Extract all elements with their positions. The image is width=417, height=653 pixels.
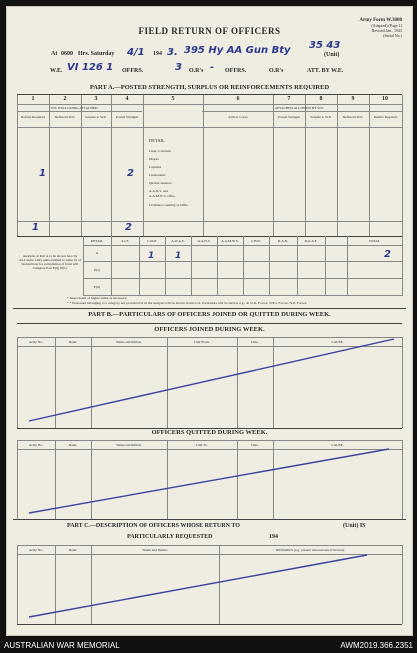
analysis-heading: A.W.A.S.	[171, 239, 185, 243]
header-offrs-label-2: OFFRS.	[225, 68, 247, 74]
analysis-heading: A.I.F.	[121, 239, 129, 243]
footer-accession: AWM2019.366.2351	[340, 641, 413, 650]
part-c-col-heading: REMARKS (e.g. present whereabouts if known).	[275, 548, 345, 552]
analysis-heading: CIVIL	[251, 239, 261, 243]
part-c-strike-line	[29, 555, 367, 617]
part-a-total-col1: 1	[32, 222, 39, 233]
quitted-col-heading: Name and Initials.	[116, 443, 142, 447]
quitted-col-heading: Rank.	[68, 443, 78, 447]
analysis-heading: R.A.A.F.	[304, 239, 318, 243]
column-number: 6	[236, 96, 240, 102]
header-ors-label: O.R's	[189, 68, 204, 74]
part-a-sub-heading: Surplus to W.E.	[85, 115, 107, 119]
column-number: 1	[31, 96, 35, 102]
rank-label: Quarter-masters	[149, 181, 172, 185]
form-title: FIELD RETURN OF OFFICERS	[138, 26, 281, 36]
header-we-hand: VI 126 1	[67, 62, 114, 73]
part-a-heading: PART A.—POSTED STRENGTH, SURPLUS OR REINFORCEMENTS REQUIRED	[89, 84, 330, 91]
analysis-heading: TOTAL	[368, 239, 381, 243]
analysis-row-label: E(i)	[94, 268, 100, 272]
header-at: At	[51, 51, 58, 57]
part-c-heading-year: 194	[269, 534, 278, 540]
analysis-aif-hand: 1	[148, 251, 155, 261]
column-number: 7	[287, 96, 291, 102]
joined-col-heading: Rank.	[68, 340, 78, 344]
part-c-col-heading: Name and Initials	[142, 548, 168, 552]
part-c-heading-1: PART C.—DESCRIPTION OF OFFICERS WHOSE RETURN TO	[67, 523, 240, 529]
header-unit-label: (Unit)	[324, 52, 340, 58]
analysis-heading: DETAIL	[90, 239, 104, 243]
part-a-total-col4: 2	[125, 222, 132, 233]
form-number-text: Army Form W.3008	[359, 18, 402, 23]
column-number: 9	[351, 96, 355, 102]
quitted-col-heading: Date.	[251, 443, 259, 447]
header-hrs-sat: Hrs. Saturday	[78, 51, 115, 57]
column-number: 8	[319, 96, 323, 102]
rank-label: Lieutenants	[149, 173, 166, 177]
form-sub-1: (Adapted) (Page 1)	[371, 23, 402, 28]
joined-col-heading: Date.	[251, 340, 259, 344]
joined-heading: OFFICERS JOINED DURING WEEK.	[154, 326, 265, 333]
part-a-col4-hand: 2	[127, 168, 134, 179]
part-a-group-left: W.E. EXCLUDING ATTACHED.	[50, 106, 99, 110]
quitted-col-heading: CAUSE.	[331, 443, 344, 447]
form-page	[6, 6, 413, 636]
part-c-heading-unit: (Unit) IS	[343, 523, 366, 529]
part-a-sub-heading: Deficient W.E.	[342, 115, 364, 119]
rank-label: Captains	[149, 165, 162, 169]
rank-label: A.A.M.W.S. Offrs.	[149, 194, 176, 198]
form-sub-2: Revised Jan., 1943	[371, 28, 402, 33]
analysis-cmf-hand: 1	[175, 251, 182, 261]
header-serial-hand: 35 43	[309, 40, 341, 51]
quitted-col-heading: Army No.	[28, 443, 44, 447]
header-offrs-label: OFFRS.	[122, 68, 144, 74]
header-year-prefix: 194	[153, 51, 162, 57]
analysis-heading: R.A.N.	[277, 239, 288, 243]
quitted-heading: OFFICERS QUITTED DURING WEEK.	[151, 429, 268, 436]
footer-credit: AUSTRALIAN WAR MEMORIAL	[4, 641, 120, 650]
joined-col-heading: Name and Initials.	[116, 340, 142, 344]
part-c-heading-2: PARTICULARLY REQUESTED	[127, 534, 213, 540]
part-a-sub-heading: Deficient W.E.	[54, 115, 76, 119]
joined-strike-line	[29, 339, 394, 421]
analysis-row-label: A	[95, 251, 99, 255]
header-we-label: W.E.	[50, 68, 63, 74]
part-a-sub-heading: Posted Strength	[277, 115, 301, 119]
rank-label: Majors	[149, 157, 159, 161]
analysis-row-label: E(ii)	[93, 285, 101, 289]
part-c-col-heading: Army No.	[28, 548, 44, 552]
column-number: 3	[94, 96, 98, 102]
column-number: 10	[382, 96, 388, 102]
analysis-heading: A.A.M.W.S.	[221, 239, 239, 243]
header-year-hand: 3.	[167, 47, 178, 58]
analysis-total-hand: 2	[384, 249, 391, 260]
part-a-sub-heading: Reinfts Required	[21, 115, 45, 119]
part-a-analysis-note: Analysis of Part A to be shown here by ALL units. Only units entitled to same by of instructions for compilation of form will complete Part E(ii) E(ii).	[19, 254, 81, 270]
part-a-note-1: * Insert detail of higher ranks as necessary.	[67, 296, 128, 300]
header-unit-hand: 395 Hy AA Gun Bty	[184, 45, 291, 56]
joined-col-heading: Unit From.	[194, 340, 210, 344]
part-a-group-right: ATTACHED ALLOWED BY W.E.	[274, 106, 325, 110]
rank-label: A.A.N.S. and	[149, 189, 168, 193]
header-ors-hand: -	[210, 62, 215, 73]
part-b-heading: PART B.—PARTICULARS OF OFFICERS JOINED OR QUITTED DURING WEEK.	[88, 311, 331, 318]
header-att-label: ATT. BY W.E.	[307, 68, 344, 74]
column-number: 4	[125, 96, 129, 102]
column-number: 2	[63, 96, 67, 102]
rank-label: Civilians Counting as Offrs.	[149, 203, 189, 207]
part-a-sub-heading: Surplus to W.E.	[310, 115, 332, 119]
part-a-col1-hand: 1	[39, 168, 46, 179]
part-c-col-heading: Rank.	[68, 548, 78, 552]
joined-col-heading: Army No.	[28, 340, 44, 344]
quitted-col-heading: Unit To.	[196, 443, 208, 447]
strike-lines	[7, 7, 412, 635]
header-offrs-hand: 3	[175, 62, 182, 73]
analysis-heading: A.A.N.S.	[197, 239, 211, 243]
part-a-sub-heading: Posted Strength	[115, 115, 139, 119]
rank-label: Lieut.-Colonels	[149, 149, 171, 153]
header-time: 0600	[61, 51, 73, 57]
part-a-sub-heading: Reinfts Required	[373, 115, 398, 119]
part-a-detail-label: DETAIL	[149, 138, 165, 143]
joined-col-heading: CAUSE.	[331, 340, 344, 344]
part-a-sub-heading: Arm or Corps	[228, 115, 248, 119]
part-a-note-2: * * Personnel belonging to a category not provided for in the analysis will be shown in this Col. Particulars will be shown, e.g., At U.K. Forces, N.E.I. Forces, N.Z. Forces.	[67, 301, 308, 305]
header-date-hand: 4/1	[127, 47, 145, 58]
header-ors-label-2: O.R's	[269, 68, 284, 74]
analysis-heading: C.M.F.	[147, 239, 157, 243]
form-sub-3: (Serial No.)	[383, 33, 402, 38]
quitted-strike-line	[29, 449, 389, 513]
column-number: 5	[171, 96, 175, 102]
